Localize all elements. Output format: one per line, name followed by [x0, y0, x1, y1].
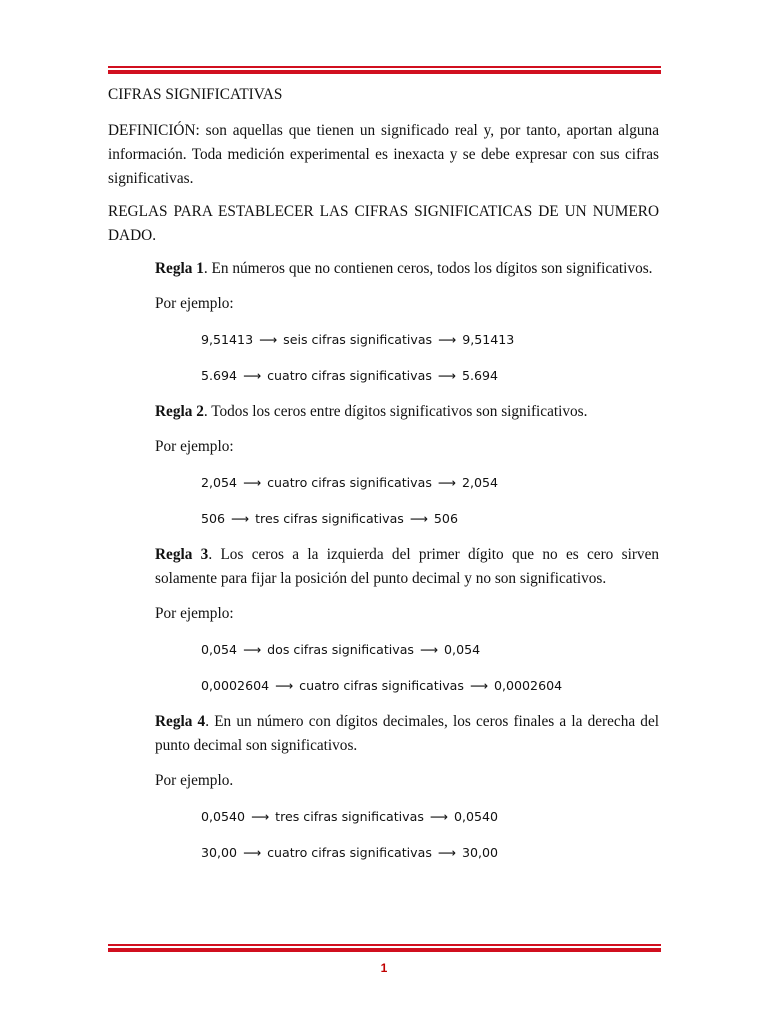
example-result: 506 [433, 511, 458, 526]
example-intro: Por ejemplo. [155, 772, 234, 789]
example-formula [108, 507, 659, 531]
example-description: cuatro cifras significativas [299, 678, 464, 693]
example-intro: Por ejemplo: [155, 605, 234, 622]
page-content [108, 83, 659, 877]
example-number: 0,0540 [201, 809, 246, 824]
example-result: 0,0540 [453, 809, 499, 824]
arrow-symbol: ⟶ [469, 678, 488, 693]
arrow-symbol: ⟶ [251, 809, 270, 824]
rule-section [108, 257, 659, 388]
example-description: dos cifras significativas [267, 642, 414, 657]
arrow-symbol: ⟶ [243, 475, 262, 490]
example-number: 5.694 [201, 368, 238, 383]
example-number: 30,00 [201, 845, 238, 860]
arrow-symbol: ⟶ [409, 511, 428, 526]
example-number: 0,054 [201, 642, 238, 657]
example-result: 5.694 [461, 368, 499, 383]
example-description: cuatro cifras significativas [267, 368, 432, 383]
arrow-symbol: ⟶ [429, 809, 448, 824]
footer-rule [108, 944, 661, 952]
header-rule [108, 66, 661, 74]
example-intro: Por ejemplo: [155, 295, 234, 312]
example-number: 0,0002604 [201, 678, 270, 693]
example-result: 9,51413 [462, 332, 515, 347]
rule-text [108, 400, 659, 424]
rule-label: Regla 2 [155, 403, 204, 420]
definition-paragraph: DEFINICIÓN: son aquellas que tienen un significado real y, por tanto, aportan alguna información. Toda medición experimental es inexacta y se debe expresar con sus cifras significativas. [108, 122, 659, 187]
rule-text [108, 543, 659, 591]
arrow-symbol: ⟶ [231, 511, 250, 526]
rule-text [108, 710, 659, 758]
arrow-symbol: ⟶ [243, 845, 262, 860]
example-formula [108, 638, 659, 662]
arrow-symbol: ⟶ [437, 475, 456, 490]
example-result: 0,0002604 [494, 678, 563, 693]
example-formula [108, 841, 659, 865]
example-number: 506 [201, 511, 226, 526]
example-description: cuatro cifras significativas [267, 475, 432, 490]
example-result: 0,054 [444, 642, 481, 657]
rules-heading: REGLAS PARA ESTABLECER LAS CIFRAS SIGNIFICATICAS DE UN NUMERO DADO. [108, 203, 659, 244]
arrow-symbol: ⟶ [437, 368, 456, 383]
rule-section [108, 543, 659, 698]
example-result: 30,00 [461, 845, 499, 860]
arrow-symbol: ⟶ [419, 642, 439, 657]
rule-body: . Los ceros a la izquierda del primer dígito que no es cero sirven solamente para fijar la posición del punto decimal y no son significativos. [155, 546, 660, 587]
arrow-symbol: ⟶ [275, 678, 294, 693]
arrow-symbol: ⟶ [243, 368, 262, 383]
rule-body: . En números que no contienen ceros, todos los dígitos son significativos. [203, 260, 653, 277]
rule-body: . Todos los ceros entre dígitos significativos son significativos. [203, 403, 588, 420]
document-title: CIFRAS SIGNIFICATIVAS [108, 86, 283, 103]
example-formula [108, 328, 659, 352]
example-description: tres cifras significativas [275, 809, 424, 824]
page-number: 1 [380, 961, 388, 975]
example-number: 2,054 [201, 475, 238, 490]
rule-section [108, 710, 659, 865]
example-number: 9,51413 [201, 332, 254, 347]
example-intro: Por ejemplo: [155, 438, 234, 455]
rule-label: Regla 3 [155, 546, 209, 563]
rule-body: . En un número con dígitos decimales, los ceros finales a la derecha del punto decimal son significativos. [155, 713, 659, 754]
example-formula [108, 674, 659, 698]
example-description: tres cifras significativas [255, 511, 404, 526]
example-description: cuatro cifras significativas [267, 845, 432, 860]
example-formula [108, 805, 659, 829]
example-formula [108, 364, 659, 388]
arrow-symbol: ⟶ [243, 642, 262, 657]
arrow-symbol: ⟶ [438, 332, 457, 347]
rule-label: Regla 1 [155, 260, 204, 277]
arrow-symbol: ⟶ [259, 332, 278, 347]
rule-section [108, 400, 659, 531]
rule-text [108, 257, 659, 281]
example-result: 2,054 [461, 475, 499, 490]
arrow-symbol: ⟶ [437, 845, 456, 860]
example-formula [108, 471, 659, 495]
rule-label: Regla 4 [155, 713, 206, 730]
example-description: seis cifras significativas [283, 332, 433, 347]
